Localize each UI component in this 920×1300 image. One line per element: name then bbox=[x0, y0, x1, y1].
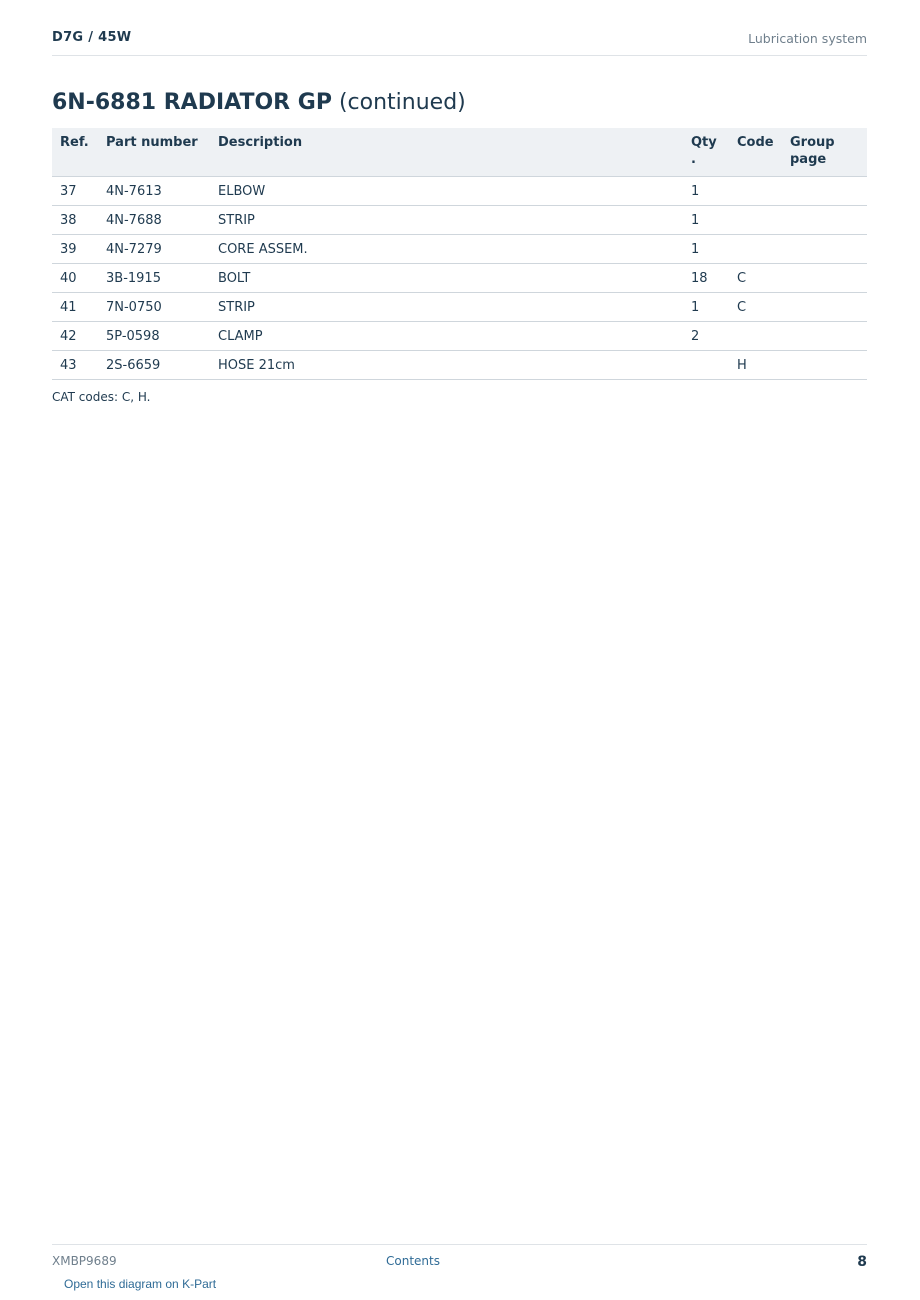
cell-ref: 40 bbox=[52, 264, 98, 293]
cell-ref: 37 bbox=[52, 177, 98, 206]
document-id: XMBP9689 bbox=[52, 1254, 117, 1268]
cell-group-page bbox=[782, 177, 867, 206]
col-header-qty bbox=[683, 128, 729, 177]
qty-header-line2: . bbox=[691, 152, 696, 167]
cell-ref: 39 bbox=[52, 235, 98, 264]
table-row bbox=[52, 322, 867, 351]
cell-description: CORE ASSEM. bbox=[210, 235, 683, 264]
cell-code: C bbox=[729, 293, 782, 322]
cell-part-number: 4N-7279 bbox=[98, 235, 210, 264]
cell-code bbox=[729, 177, 782, 206]
page-header bbox=[52, 29, 867, 56]
cell-ref: 43 bbox=[52, 351, 98, 380]
title-suffix: (continued) bbox=[338, 90, 466, 115]
cell-qty: 1 bbox=[683, 177, 729, 206]
cell-code: H bbox=[729, 351, 782, 380]
col-header-part-number: Part number bbox=[98, 128, 210, 177]
cell-part-number: 4N-7688 bbox=[98, 206, 210, 235]
col-header-description: Description bbox=[210, 128, 683, 177]
cell-group-page bbox=[782, 264, 867, 293]
cell-part-number: 2S-6659 bbox=[98, 351, 210, 380]
cell-group-page bbox=[782, 351, 867, 380]
table-row bbox=[52, 177, 867, 206]
group-header-line1: Group bbox=[790, 135, 835, 150]
cell-code bbox=[729, 322, 782, 351]
cell-part-number: 7N-0750 bbox=[98, 293, 210, 322]
cell-group-page bbox=[782, 322, 867, 351]
page-number: 8 bbox=[857, 1254, 867, 1270]
cell-description: STRIP bbox=[210, 293, 683, 322]
cat-codes-note: CAT codes: C, H. bbox=[52, 390, 151, 404]
cell-code bbox=[729, 235, 782, 264]
col-header-group-page bbox=[782, 128, 867, 177]
cell-qty: 1 bbox=[683, 235, 729, 264]
cell-description: STRIP bbox=[210, 206, 683, 235]
model-label: D7G / 45W bbox=[52, 30, 132, 45]
table-row bbox=[52, 235, 867, 264]
cell-ref: 41 bbox=[52, 293, 98, 322]
cell-qty: 1 bbox=[683, 206, 729, 235]
qty-header-line1: Qty bbox=[691, 135, 717, 150]
cell-part-number: 5P-0598 bbox=[98, 322, 210, 351]
cell-part-number: 4N-7613 bbox=[98, 177, 210, 206]
cell-qty: 2 bbox=[683, 322, 729, 351]
cell-qty: 18 bbox=[683, 264, 729, 293]
cell-ref: 42 bbox=[52, 322, 98, 351]
col-header-ref: Ref. bbox=[52, 128, 98, 177]
parts-table bbox=[52, 128, 867, 380]
title-main: 6N-6881 RADIATOR GP bbox=[52, 90, 332, 115]
group-header-line2: page bbox=[790, 152, 827, 167]
cell-description: BOLT bbox=[210, 264, 683, 293]
table-row bbox=[52, 264, 867, 293]
open-kpart-link[interactable]: Open this diagram on K-Part bbox=[64, 1277, 217, 1291]
cell-part-number: 3B-1915 bbox=[98, 264, 210, 293]
col-header-code: Code bbox=[729, 128, 782, 177]
section-label: Lubrication system bbox=[748, 31, 867, 46]
cell-code bbox=[729, 206, 782, 235]
page-footer bbox=[52, 1244, 867, 1295]
table-row bbox=[52, 293, 867, 322]
cell-group-page bbox=[782, 293, 867, 322]
cell-description: ELBOW bbox=[210, 177, 683, 206]
cell-ref: 38 bbox=[52, 206, 98, 235]
cell-qty bbox=[683, 351, 729, 380]
cell-description: HOSE 21cm bbox=[210, 351, 683, 380]
cell-description: CLAMP bbox=[210, 322, 683, 351]
cell-code: C bbox=[729, 264, 782, 293]
cell-group-page bbox=[782, 206, 867, 235]
cell-qty: 1 bbox=[683, 293, 729, 322]
table-row bbox=[52, 351, 867, 380]
table-row bbox=[52, 206, 867, 235]
cell-group-page bbox=[782, 235, 867, 264]
page-title bbox=[52, 90, 466, 115]
contents-link[interactable]: Contents bbox=[386, 1254, 440, 1268]
table-header-row bbox=[52, 128, 867, 177]
